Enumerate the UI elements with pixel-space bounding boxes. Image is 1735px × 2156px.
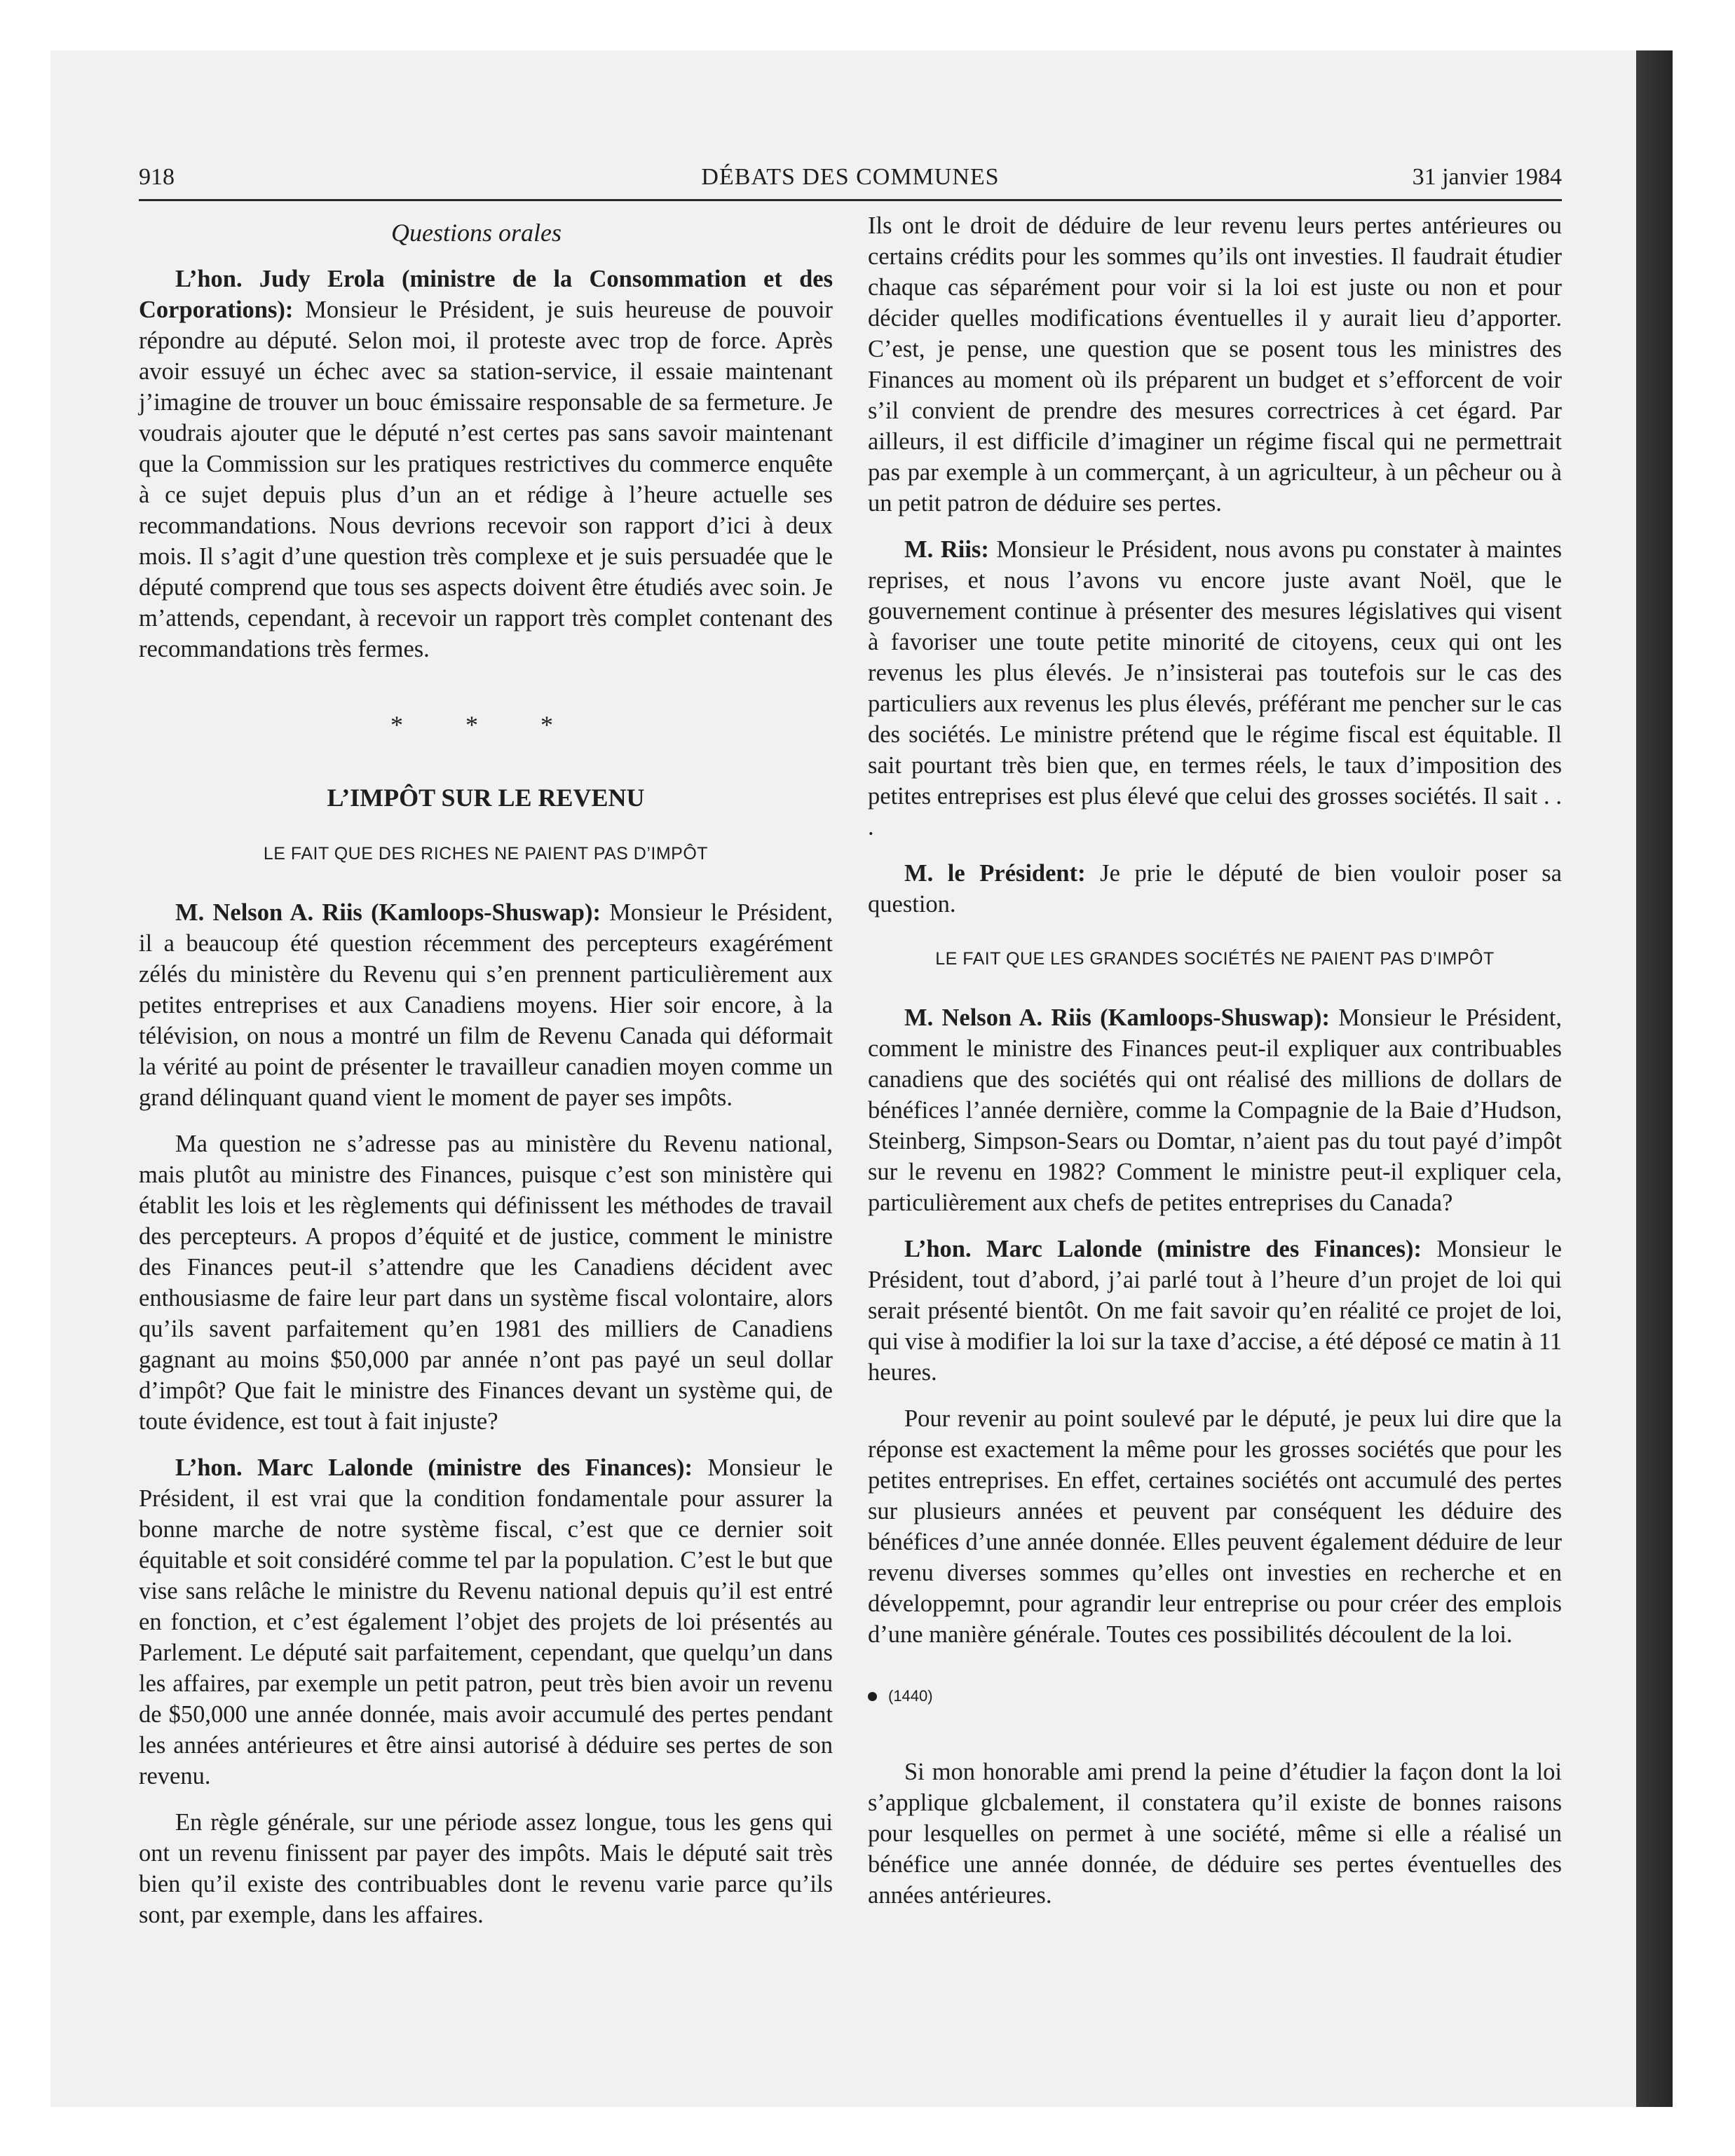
speaker-name: L’hon. Marc Lalonde (ministre des Finances): bbox=[175, 1454, 693, 1481]
left-column bbox=[139, 210, 833, 1946]
speaker-name: M. Nelson A. Riis (Kamloops-Shuswap): bbox=[175, 899, 601, 926]
paragraph-riis-3 bbox=[868, 534, 1562, 842]
paragraph-riis-4 bbox=[868, 1002, 1562, 1218]
paragraph-erola bbox=[139, 264, 833, 664]
paragraph-text: Monsieur le Président, il est vrai que la condition fondamentale pour assurer la bonne marche de notre système fiscal, c’est que ce dernier soit équitable et soit considéré comme tel par la population. C’est le but que vise sans relâche le ministre du Revenu national depuis qu’il est entré en fonction, et c’est également l’objet des projets de loi présentés au Parlement. Le député sait parfaitement, cependant, que quelqu’un dans les affaires, par exemple un petit patron, peut très bien avoir un revenu de $50,000 une année donnée, mais avoir accumulé des pertes pendant les années antérieures et être ainsi autorisé à déduire ses pertes de son revenu. bbox=[139, 1454, 833, 1789]
paragraph-lalonde-cont: Ils ont le droit de déduire de leur revenu leurs pertes antérieures ou certains crédits pour les sommes qu’ils ont investies. Il faudrait étudier chaque cas séparément pour voir si la loi est juste ou non et pour décider quelles modifications éventuelles il y aurait lieu d’apporter. C’est, je pense, une question que se posent tous les ministres des Finances au moment où ils préparent un budget et s’efforcent de voir s’il convient de prendre des mesures correctrices à cet égard. Par ailleurs, il est difficile d’imaginer un régime fiscal qui ne permettrait pas par exemple à un commerçant, à un agriculteur, à un pêcheur ou à un petit patron de déduire ses pertes. bbox=[868, 212, 1562, 517]
speaker-name: L’hon. Judy Erola (ministre de la Consommation et des Corporations): bbox=[139, 266, 833, 323]
section-title: Questions orales bbox=[391, 219, 562, 247]
paragraph-text: Je prie le député de bien vouloir poser sa question. bbox=[868, 860, 1562, 917]
paragraph-riis-1 bbox=[139, 897, 833, 1113]
page-number: 918 bbox=[139, 164, 175, 190]
issue-date: 31 janvier 1984 bbox=[1412, 164, 1562, 190]
speaker-name: M. Nelson A. Riis (Kamloops-Shuswap): bbox=[904, 1004, 1330, 1031]
paragraph-lalonde-3 bbox=[868, 1234, 1562, 1388]
paragraph-text: Monsieur le Président, comment le ministre des Finances peut-il expliquer aux contribuables canadiens que des sociétés qui ont réalisé des millions de dollars de bénéfices l’année dernière, comme la Compagnie de la Baie d’Hudson, Steinberg, Simpson-Sears ou Domtar, n’aient pas du tout payé d’impôt sur le revenu en 1982? Comment le ministre peut-il expliquer cela, particulièrement aux chefs de petites entreprises du Canada? bbox=[868, 1004, 1562, 1216]
paragraph-text: Monsieur le Président, nous avons pu constater à maintes reprises, et nous l’avons vu encore juste avant Noël, que le gouvernement continue à présenter des mesures législatives qui visent à favoriser une toute petite minorité de citoyens, ceux qui ont les revenus les plus élevés. Je n’insisterai pas toutefois sur le cas des particuliers aux revenus les plus élevés, préférant me pencher sur le cas des sociétés. Le ministre prétend que le régime fiscal est équitable. Il sait pourtant très bien que, en termes réels, le taux d’imposition des petites entreprises est plus élevé que celui des grosses sociétés. Il sait . . . bbox=[868, 536, 1562, 840]
paragraph-text: Monsieur le Président, je suis heureuse de pouvoir répondre au député. Selon moi, il proteste avec trop de force. Après avoir essuyé un échec avec sa station-service, il essaie maintenant j’imagine de trouver un bouc émissaire responsable de sa fermeture. Je voudrais ajouter que le député n’est certes pas sans savoir maintenant que la Commission sur les pratiques restrictives du commerce enquête à ce sujet depuis plus d’un an et rédige à l’heure actuelle ses recommandations. Nous devrions recevoir son rapport d’ici à deux mois. Il s’agit d’une question très complexe et je suis persuadée que le député comprend que tous ses aspects doivent être étudiés avec soin. Je m’attends, cependant, à recevoir un rapport très complet contenant des recommandations très fermes. bbox=[139, 296, 833, 662]
paragraph-lalonde-4: Pour revenir au point soulevé par le député, je peux lui dire que la réponse est exactement la même pour les grosses sociétés que pour les petites entreprises. En effet, certaines sociétés ont accumulé des pertes sur plusieurs années et peuvent par conséquent les déduire des bénéfices d’une année donnée. Elles peuvent également déduire de leur revenu diverses sommes qu’elles ont investies en recherche et en développemnt, pour agrandir leur entreprise ou pour créer des emplois d’une manière générale. Toutes ces possibilités découlent de la loi. bbox=[868, 1405, 1562, 1648]
bullet-dot-icon bbox=[868, 1692, 877, 1701]
paragraph-text: Monsieur le Président, il a beaucoup été question récemment des percepteurs exagérément zélés du ministère du Revenu qui s’en prennent particulièrement aux petites entreprises et aux Canadiens moyens. Hier soir encore, à la télévision, on nous a montré un film de Revenu Canada qui déformait la vérité au point de présenter le travailleur canadien moyen comme un grand délinquant quand vient le moment de payer ses impôts. bbox=[139, 899, 833, 1111]
paragraph-lalonde-5: Si mon honorable ami prend la peine d’étudier la façon dont la loi s’applique glcbalement, il constatera qu’il existe de bonnes raisons pour lesquelles on permet à une société, même si elle a réalisé un bénéfice une année donnée, de déduire ses pertes éventuelles des années antérieures. bbox=[868, 1759, 1562, 1909]
paragraph-riis-2: Ma question ne s’adresse pas au ministère du Revenu national, mais plutôt au ministre des Finances, puisque c’est son ministère qui établit les lois et les règlements qui définissent les méthodes de travail des percepteurs. A propos d’équité et de justice, comment le ministre des Finances peut-il s’attendre que les Canadiens décident avec enthousiasme de faire leur part dans un système fiscal volontaire, alors qu’ils savent parfaitement qu’en 1981 des milliers de Canadiens gagnant au moins $50,000 par année n’ont pas payé un seul dollar d’impôt? Que fait le ministre des Finances devant un système qui, de toute évidence, est tout à fait injuste? bbox=[139, 1131, 833, 1435]
paragraph-lalonde-1 bbox=[139, 1452, 833, 1792]
speaker-name: M. le Président: bbox=[904, 860, 1086, 887]
timestamp-marker bbox=[868, 1681, 1562, 1712]
journal-title: DÉBATS DES COMMUNES bbox=[701, 164, 1000, 190]
paragraph-lalonde-2: En règle générale, sur une période assez longue, tous les gens qui ont un revenu finissent par payer des impôts. Mais le député sait très bien qu’il existe des contribuables dont le revenu varie parce qu’ils sont, par exemple, dans les affaires. bbox=[139, 1809, 833, 1928]
speaker-name: L’hon. Marc Lalonde (ministre des Finances): bbox=[904, 1236, 1422, 1262]
section-separator: * * * bbox=[390, 711, 581, 739]
page-header bbox=[139, 160, 1562, 201]
subheading: LE FAIT QUE LES GRANDES SOCIÉTÉS NE PAIENT PAS D’IMPÔT bbox=[935, 949, 1495, 969]
timestamp-text: (1440) bbox=[888, 1687, 933, 1705]
scan-edge-shadow bbox=[1636, 50, 1673, 2107]
right-column bbox=[868, 210, 1562, 1926]
section-heading: L’IMPÔT SUR LE REVENU bbox=[327, 784, 645, 812]
speaker-name: M. Riis: bbox=[904, 536, 989, 563]
paragraph-president bbox=[868, 858, 1562, 920]
paragraph-text: Monsieur le Président, tout d’abord, j’ai parlé tout à l’heure d’un projet de loi qui serait présenté bientôt. On me fait savoir qu’en réalité ce projet de loi, qui vise à modifier la loi sur la taxe d’accise, a été déposé ce matin à 11 heures. bbox=[868, 1236, 1562, 1386]
subheading: LE FAIT QUE DES RICHES NE PAIENT PAS D’IMPÔT bbox=[263, 844, 709, 864]
